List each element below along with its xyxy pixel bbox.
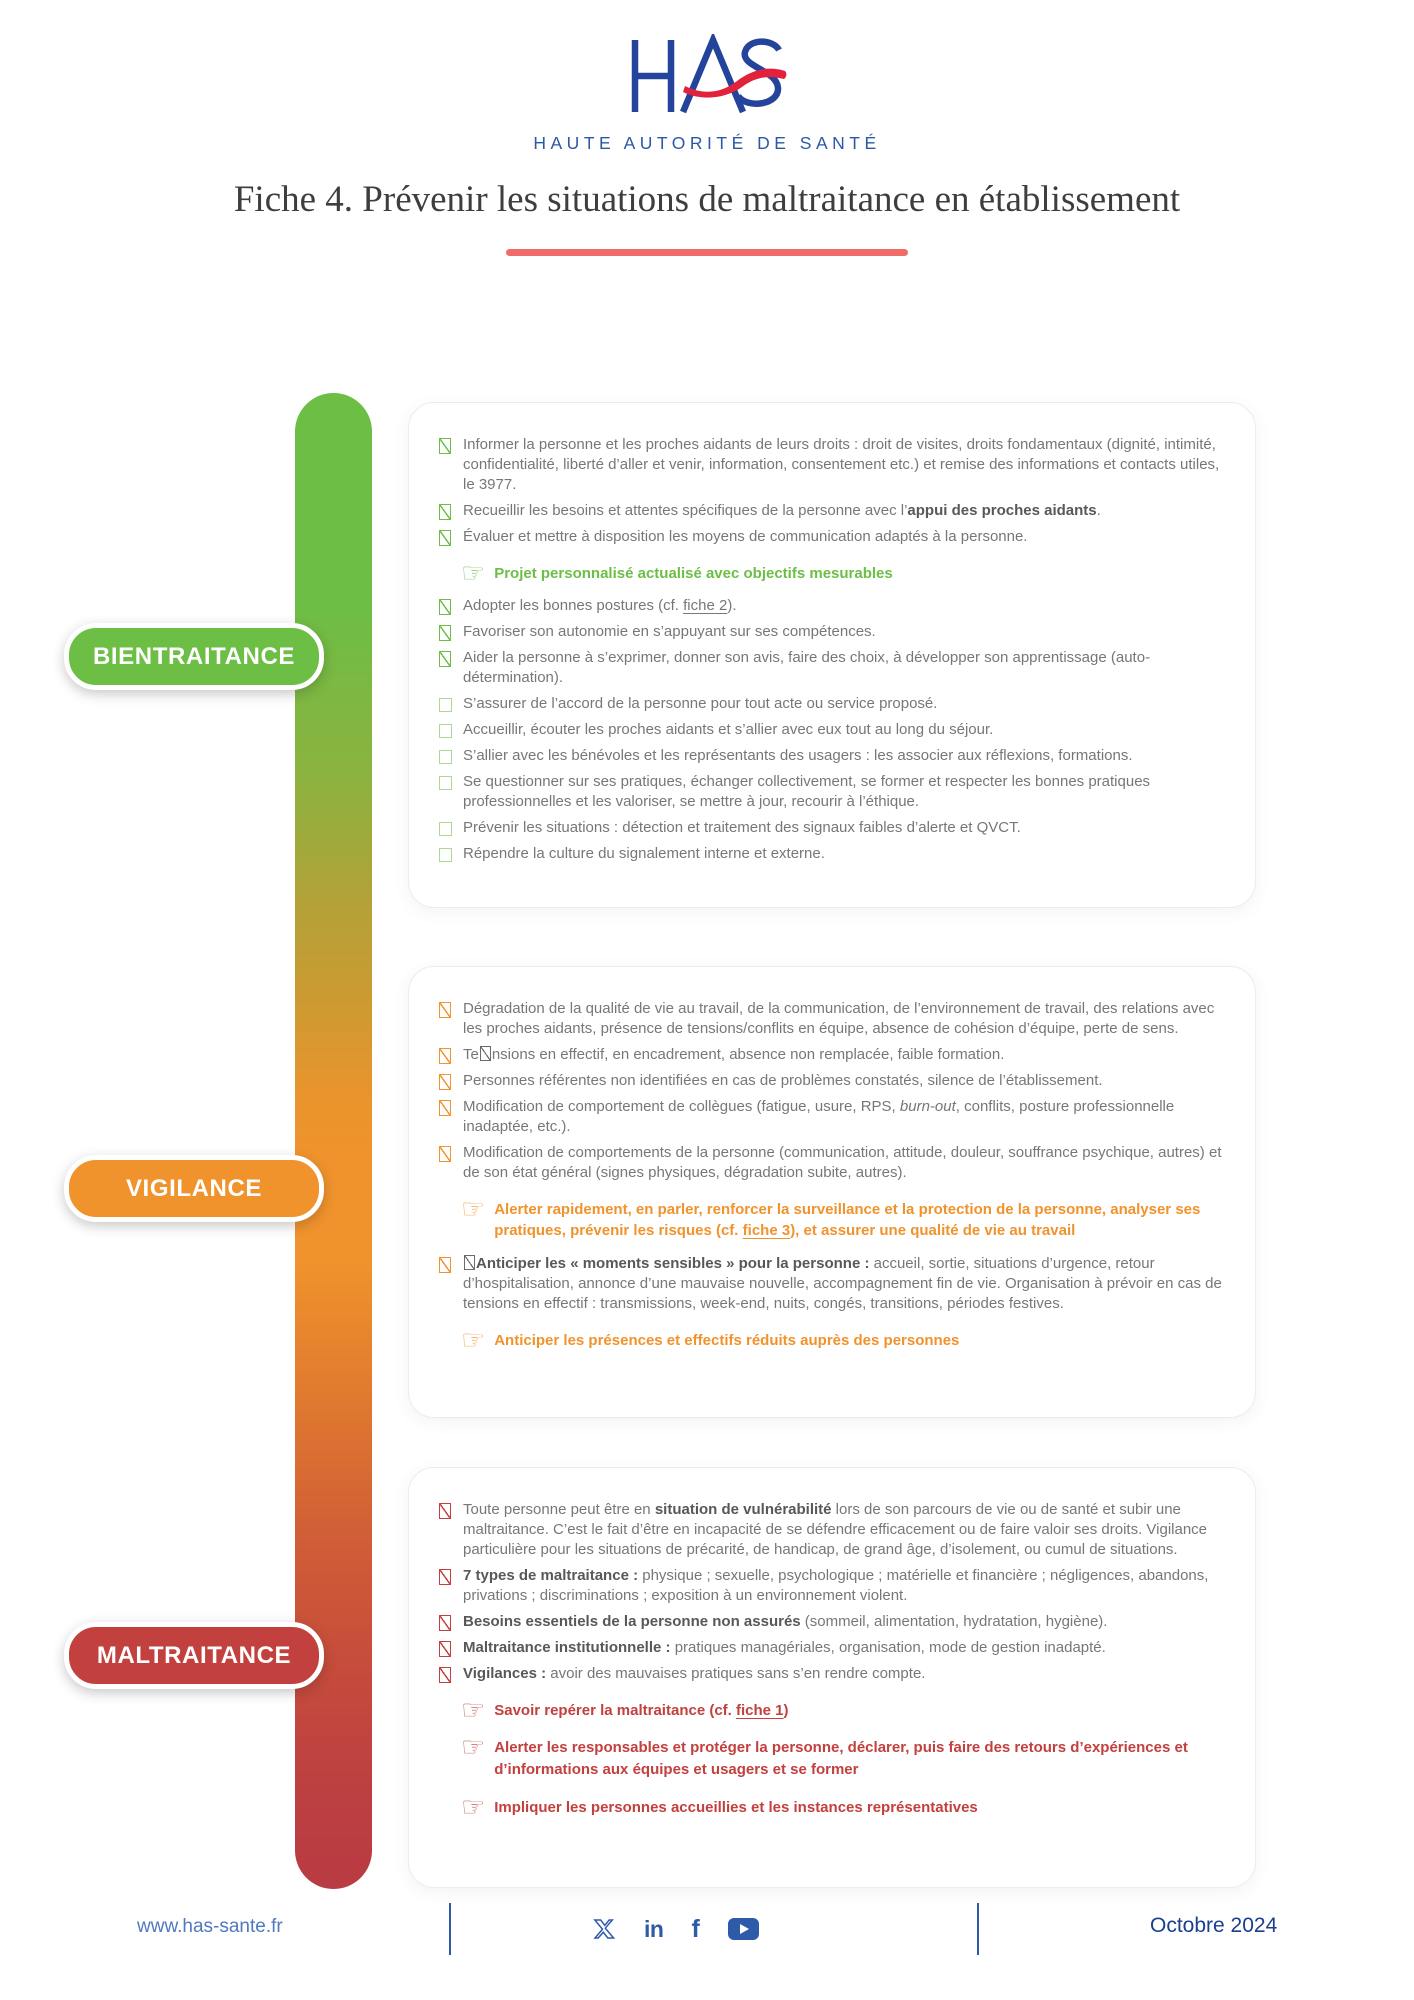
bientraitance-list-item	[439, 435, 1229, 495]
bientraitance-list-item	[439, 622, 1229, 642]
checkbox-glyph-icon	[439, 1146, 451, 1162]
footer	[0, 1901, 1414, 1957]
bientraitance-list-item	[439, 648, 1229, 688]
maltraitance-list-item	[439, 1638, 1229, 1658]
text-segment: pratiques managériales, organisation, mode de gestion inadapté.	[670, 1638, 1106, 1656]
checkbox-glyph-icon	[439, 599, 451, 615]
text-segment: Toute personne peut être en	[463, 1501, 655, 1518]
text-segment: ).	[727, 597, 737, 615]
website-link[interactable]: www.has-sante.fr	[137, 1916, 283, 1937]
text-segment: Dégradation de la qualité de vie au travail, de la communication, de l’environnement de travail, des relations avec les proches aidants, présence de tensions/conflits en équipe, absence de cohésion d’équipe, perte de sens.	[463, 1000, 1215, 1037]
item-text	[463, 527, 1229, 547]
item-text	[463, 1143, 1229, 1183]
text-segment: Aider la personne à s’exprimer, donner son avis, faire des choix, à développer son apprentissage (auto-détermination).	[463, 649, 1151, 687]
text-segment: Besoins essentiels de la personne non assurés	[463, 1612, 801, 1630]
text-segment: burn-out	[899, 1097, 956, 1115]
pointing-hand-icon: ☞	[461, 557, 486, 589]
item-text	[463, 1097, 1229, 1137]
bientraitance-list-item	[439, 694, 1229, 714]
item-text	[463, 1254, 1229, 1314]
checkbox-glyph-icon	[439, 1503, 451, 1519]
item-text	[463, 648, 1229, 688]
pointing-hand-icon: ☞	[461, 1694, 486, 1726]
bientraitance-recommendation	[461, 557, 1229, 589]
text-segment: nsions en effectif, en encadrement, absence non remplacée, faible formation.	[491, 1045, 1005, 1063]
vigilance-list-item	[439, 1097, 1229, 1137]
item-text	[463, 1500, 1229, 1560]
checkbox-glyph-icon	[439, 1002, 451, 1018]
square-bullet-icon	[439, 724, 452, 738]
text-segment: lors de son parcours de vie ou de santé et subir une maltraitance. C’est le fait d’être en incapacité de se défendre efficacement ou de faire valoir ses droits. Vigilance particulière pour les situations de précarité, de handicap, de grand âge, d’isolement, ou cumul de situations.	[463, 1501, 1208, 1558]
youtube-icon[interactable]	[728, 1918, 759, 1940]
checkbox-glyph-icon	[439, 504, 451, 520]
checkbox-glyph-icon	[439, 1074, 451, 1090]
square-bullet-icon	[439, 776, 452, 790]
page-title: Fiche 4. Prévenir les situations de maltraitance en établissement	[233, 179, 1181, 220]
maltraitance-list-item	[439, 1664, 1229, 1684]
text-segment: 7 types de maltraitance :	[463, 1566, 639, 1584]
social-icons	[592, 1914, 759, 1944]
item-text	[463, 772, 1229, 812]
text-segment: Vigilances :	[463, 1664, 547, 1682]
item-text	[463, 844, 1229, 864]
text-segment: Se questionner sur ses pratiques, échanger collectivement, se former et respecter les bonnes pratiques professionnelles et les valoriser, se mettre à jour, recourir à l’éthique.	[463, 773, 1151, 810]
bientraitance-list-item	[439, 772, 1229, 812]
vigilance-list-item	[439, 999, 1229, 1039]
item-text	[463, 622, 1229, 642]
item-text	[494, 1700, 788, 1722]
text-segment: situation de vulnérabilité	[654, 1501, 832, 1518]
text-segment: Alerter les responsables et protéger la personne, déclarer, puis faire des retours d’expériences et d’informations aux équipes et usagers et se former	[494, 1739, 1188, 1778]
bientraitance-list-item	[439, 720, 1229, 740]
vigilance-list-item	[439, 1254, 1229, 1314]
pointing-hand-icon: ☞	[461, 1732, 486, 1764]
link-fiche-3[interactable]: fiche 3	[742, 1222, 791, 1240]
footer-date: Octobre 2024	[1150, 1914, 1278, 1937]
square-bullet-icon	[439, 822, 452, 836]
item-text	[463, 1045, 1229, 1065]
item-text	[463, 720, 1229, 740]
label-maltraitance: MALTRAITANCE	[64, 1622, 324, 1689]
text-segment: Personnes référentes non identifiées en cas de problèmes constatés, silence de l’établissement.	[463, 1071, 1103, 1089]
bientraitance-list-item	[439, 844, 1229, 864]
text-segment: Prévenir les situations : détection et traitement des signaux faibles d’alerte et QVCT.	[463, 818, 1021, 836]
text-segment: Accueillir, écouter les proches aidants et s’allier avec eux tout au long du séjour.	[463, 721, 994, 739]
checkbox-glyph-icon	[439, 1100, 451, 1116]
vigilance-list-item	[439, 1071, 1229, 1091]
item-text	[463, 694, 1229, 714]
footer-divider	[449, 1903, 451, 1955]
text-segment: .	[1096, 501, 1101, 519]
maltraitance-list-item	[439, 1566, 1229, 1606]
bientraitance-list-item	[439, 746, 1229, 766]
text-segment: , conflits, posture professionnelle inadaptée, etc.).	[463, 1097, 1175, 1135]
item-text	[494, 1737, 1229, 1781]
vigilance-list-item	[439, 1143, 1229, 1183]
maltraitance-card	[408, 1467, 1256, 1888]
checkbox-glyph-icon	[439, 1048, 451, 1064]
vigilance-list-item	[439, 1045, 1229, 1065]
item-text	[494, 1330, 959, 1352]
vigilance-recommendation	[461, 1193, 1229, 1243]
text-segment: Te	[463, 1045, 479, 1063]
pointing-hand-icon: ☞	[461, 1324, 486, 1356]
missing-glyph-icon	[480, 1046, 491, 1061]
checkbox-glyph-icon	[439, 625, 451, 641]
text-segment: Alerter rapidement, en parler, renforcer la surveillance et la protection de la personne, analyser ses pratiques, prévenir les risques (cf.	[494, 1200, 1201, 1240]
text-segment: Anticiper les présences et effectifs réduits auprès des personnes	[494, 1331, 960, 1349]
text-segment: Adopter les bonnes postures (cf.	[463, 597, 684, 615]
pointing-hand-icon: ☞	[461, 1791, 486, 1823]
item-text	[494, 563, 893, 585]
bientraitance-list-item	[439, 501, 1229, 521]
bientraitance-list-item	[439, 527, 1229, 547]
checkbox-glyph-icon	[439, 1257, 451, 1273]
link-fiche-1[interactable]: fiche 1	[736, 1701, 784, 1719]
item-text	[494, 1199, 1229, 1243]
maltraitance-recommendation	[461, 1732, 1229, 1781]
missing-glyph-icon	[464, 1255, 475, 1270]
item-text	[463, 501, 1229, 521]
text-segment: S’assurer de l’accord de la personne pour tout acte ou service proposé.	[463, 695, 938, 713]
label-vigilance: VIGILANCE	[64, 1155, 324, 1222]
checkbox-glyph-icon	[439, 438, 451, 454]
text-segment: accueil, sortie, situations d’urgence, retour d’hospitalisation, annonce d’une mauvaise nouvelle, accompagnement fin de vie. Organisation à prévoir en cas de tensions en effectif : transmissions, week-end, nuits, congés, transitions, périodes festives.	[463, 1255, 1222, 1312]
text-segment: Projet personnalisé actualisé avec objectifs mesurables	[494, 564, 893, 582]
checkbox-glyph-icon	[439, 1569, 451, 1585]
item-text	[463, 1612, 1229, 1632]
square-bullet-icon	[439, 750, 452, 764]
has-logo-subtitle: HAUTE AUTORITÉ DE SANTÉ	[533, 133, 881, 153]
text-segment: Modification de comportement de collègues (fatigue, usure, RPS,	[463, 1097, 900, 1115]
text-segment: (sommeil, alimentation, hydratation, hygiène).	[800, 1612, 1108, 1630]
square-bullet-icon	[439, 848, 452, 862]
checkbox-glyph-icon	[439, 1641, 451, 1657]
checkbox-glyph-icon	[439, 1615, 451, 1631]
text-segment: Impliquer les personnes accueillies et les instances représentatives	[494, 1798, 978, 1816]
text-segment: avoir des mauvaises pratiques sans s’en rendre compte.	[546, 1664, 926, 1682]
checkbox-glyph-icon	[439, 1667, 451, 1683]
maltraitance-list-item	[439, 1612, 1229, 1632]
item-text	[463, 1638, 1229, 1658]
text-segment: Modification de comportements de la personne (communication, attitude, douleur, souffrance psychique, autres) et de son état général (signes physiques, dégradation subite, autres).	[463, 1143, 1222, 1181]
linkedin-icon[interactable]: in	[644, 1915, 664, 1942]
item-text	[494, 1797, 978, 1819]
square-bullet-icon	[439, 698, 452, 712]
text-segment: Informer la personne et les proches aidants de leurs droits : droit de visites, droits fondamentaux (dignité, intimité, confidentialité, liberté d’aller et venir, information, consentement etc.) et remise des informations et contacts utiles, le 3977.	[463, 436, 1220, 493]
checkbox-glyph-icon	[439, 530, 451, 546]
item-text	[463, 435, 1229, 495]
vigilance-card	[408, 966, 1256, 1418]
has-logo-mark	[621, 34, 793, 123]
has-logo	[0, 34, 1414, 154]
label-bientraitance: BIENTRAITANCE	[64, 623, 324, 690]
bientraitance-list-item	[439, 818, 1229, 838]
text-segment: Évaluer et mettre à disposition les moyens de communication adaptés à la personne.	[463, 527, 1028, 545]
text-segment: S’allier avec les bénévoles et les représentants des usagers : les associer aux réflexions, formations.	[463, 747, 1133, 765]
pointing-hand-icon: ☞	[461, 1193, 486, 1225]
text-segment: appui des proches aidants	[907, 501, 1097, 519]
text-segment: Savoir repérer la maltraitance (cf.	[494, 1701, 736, 1719]
item-text	[463, 1664, 1229, 1684]
item-text	[463, 1566, 1229, 1606]
text-segment: Recueillir les besoins et attentes spécifiques de la personne avec l’	[463, 501, 908, 519]
item-text	[463, 1071, 1229, 1091]
text-segment: Anticiper les « moments sensibles » pour la personne :	[476, 1255, 870, 1272]
bientraitance-list-item	[439, 596, 1229, 616]
text-segment: )	[783, 1701, 789, 1719]
title-underline	[506, 249, 908, 256]
link-fiche-2[interactable]: fiche 2	[683, 597, 728, 615]
maltraitance-list-item	[439, 1500, 1229, 1560]
facebook-icon[interactable]: f	[691, 1914, 700, 1943]
item-text	[463, 746, 1229, 766]
has-logo-letters-icon	[621, 34, 793, 118]
x-icon[interactable]	[592, 1917, 616, 1941]
vigilance-recommendation	[461, 1324, 1229, 1356]
text-segment: ), et assurer une qualité de vie au travail	[790, 1222, 1076, 1240]
text-segment: Répendre la culture du signalement interne et externe.	[463, 844, 825, 862]
text-segment: Favoriser son autonomie en s’appuyant sur ses compétences.	[463, 623, 876, 641]
item-text	[463, 999, 1229, 1039]
item-text	[463, 596, 1229, 616]
footer-divider	[977, 1903, 979, 1955]
maltraitance-recommendation	[461, 1791, 1229, 1823]
bientraitance-card	[408, 402, 1256, 908]
item-text	[463, 818, 1229, 838]
text-segment: Maltraitance institutionnelle :	[463, 1638, 671, 1656]
text-segment: physique ; sexuelle, psychologique ; matérielle et financière ; négligences, abandons, privations ; discriminations ; exposition à un environnement violent.	[463, 1566, 1209, 1604]
checkbox-glyph-icon	[439, 651, 451, 667]
maltraitance-recommendation	[461, 1694, 1229, 1726]
